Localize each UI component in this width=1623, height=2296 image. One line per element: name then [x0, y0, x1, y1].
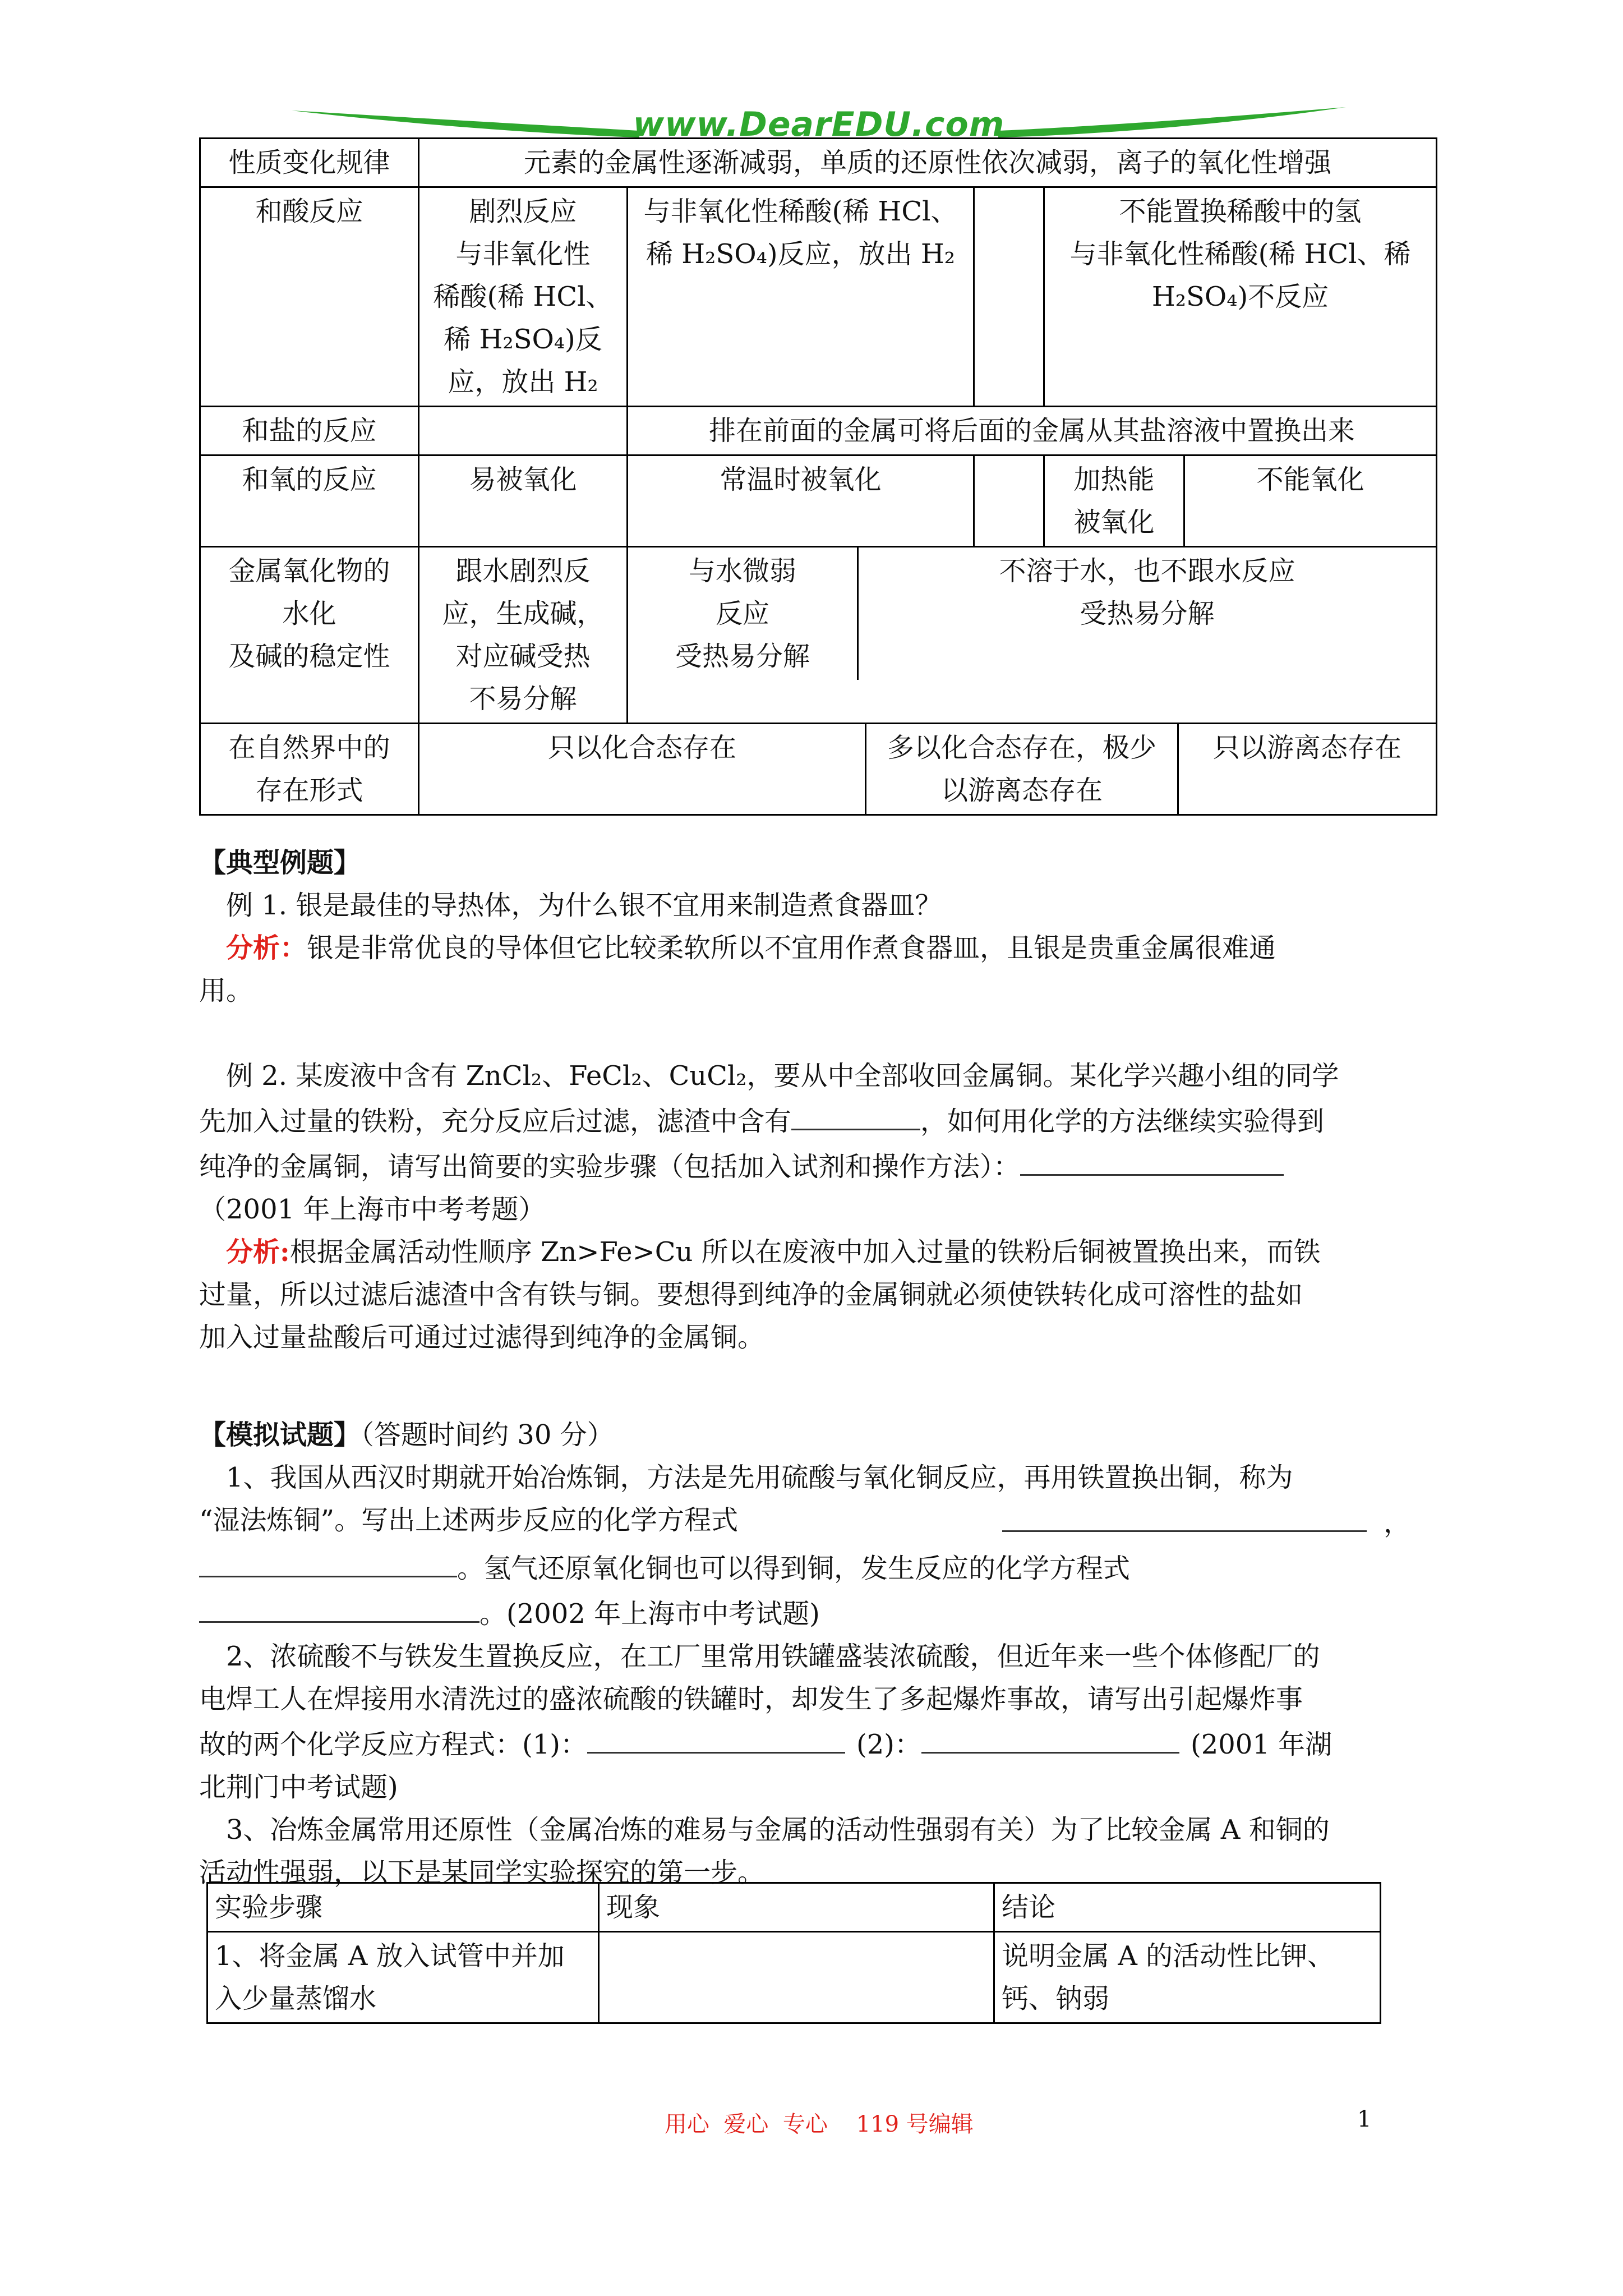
answer-blank[interactable] — [1020, 1143, 1284, 1176]
time-note: （答题时间约 30 分） — [361, 1419, 614, 1451]
cell — [974, 455, 1044, 547]
cell-line: 稀 H₂SO₄)反应，放出 H₂ — [646, 238, 955, 270]
table-row — [200, 455, 1437, 547]
cell-line: 存在形式 — [255, 775, 363, 806]
cell-line: 多以化合态存在，极少 — [887, 732, 1156, 763]
answer-blank[interactable] — [791, 1097, 920, 1130]
cell — [419, 547, 628, 724]
simulation-section — [199, 1414, 1410, 1894]
cell-line: 不溶于水，也不跟水反应 — [999, 555, 1295, 587]
cell — [994, 1932, 1381, 2023]
example-1-question: 例 1. 银是最佳的导热体，为什么银不宜用来制造煮食器皿？ — [226, 890, 942, 921]
cell-line: 不能置换稀酸中的氢 — [1119, 196, 1362, 227]
cell-line: 及碱的稳定性 — [228, 641, 390, 672]
answer-blank[interactable] — [199, 1544, 457, 1577]
answer-blank[interactable] — [587, 1720, 845, 1754]
example-2-analysis-cont: 加入过量盐酸后可通过过滤得到纯净的金属铜。 — [199, 1322, 765, 1353]
properties-table — [199, 137, 1437, 816]
section-heading-line — [199, 1414, 1410, 1456]
cell — [419, 187, 628, 407]
cell — [1044, 187, 1437, 407]
question-3-line: 3、冶炼金属常用还原性（金属冶炼的难易与金属的活动性强弱有关）为了比较金属 A 和铜的 — [226, 1814, 1330, 1846]
cell — [208, 1932, 599, 2023]
cell-line: 入少量蒸馏水 — [215, 1983, 377, 2014]
cell-line: 稀酸(稀 HCl、 — [433, 281, 613, 312]
question-2-line: 北荆门中考试题) — [199, 1772, 398, 1803]
example-1-analysis-cont: 用。 — [199, 975, 253, 1006]
section-heading: 【模拟试题】 — [199, 1419, 361, 1451]
example-2-question: 例 2. 某废液中含有 ZnCl₂、FeCl₂、CuCl₂，要从中全部收回金属铜。某化学兴趣小组的同学 — [226, 1060, 1339, 1092]
cell-line: 应，放出 H₂ — [448, 366, 598, 398]
example-2-question-line: 纯净的金属铜，请写出简要的实验步骤（包括加入试剂和操作方法）： — [199, 1143, 1410, 1188]
column-header: 现象 — [599, 1883, 994, 1932]
row-label: 和氧的反应 — [200, 455, 419, 547]
examples-section — [199, 841, 1410, 1359]
cell-line: 金属氧化物的 — [228, 555, 390, 587]
question-1-line: 1、我国从西汉时期就开始冶炼铜，方法是先用硫酸与氧化铜反应，再用铁置换出铜，称为 — [226, 1462, 1293, 1493]
cell-line: 与水微弱 — [688, 555, 796, 587]
cell-line: 在自然界中的 — [228, 732, 390, 763]
cell-line: 不易分解 — [469, 683, 577, 715]
cell-line: 水化 — [282, 598, 336, 629]
cell-line: 反应 — [715, 598, 769, 629]
cell-line: 与非氧化性 — [455, 238, 591, 270]
table-header-row — [208, 1883, 1381, 1932]
cell-line: 跟水剧烈反 — [455, 555, 591, 587]
question-2-line: 2、浓硫酸不与铁发生置换反应，在工厂里常用铁罐盛装浓硫酸，但近年来一些个体修配厂的 — [226, 1641, 1320, 1672]
example-1-analysis — [199, 927, 1410, 969]
table-row — [200, 187, 1437, 407]
table-row — [200, 547, 1437, 724]
cell-line: 1、将金属 A 放入试管中并加 — [215, 1940, 565, 1972]
cell-line: 稀 H₂SO₄)反 — [444, 324, 602, 355]
cell — [866, 724, 1179, 814]
row-label: 性质变化规律 — [200, 139, 419, 187]
cell-line: H₂SO₄)不反应 — [1151, 281, 1329, 312]
cell-line: 应，生成碱， — [442, 598, 604, 629]
row-value: 排在前面的金属可将后面的金属从其盐溶液中置换出来 — [628, 407, 1437, 455]
answer-blank[interactable] — [921, 1720, 1179, 1754]
cell-line: 加热能 — [1073, 464, 1155, 495]
answer-blank[interactable] — [199, 1590, 479, 1623]
cell-line: 对应碱受热 — [455, 641, 591, 672]
page-number: 1 — [1357, 2106, 1372, 2132]
cell — [1044, 455, 1184, 547]
cell-line: 说明金属 A 的活动性比钾、 — [1002, 1940, 1335, 1972]
cell-line: 受热易分解 — [1080, 598, 1215, 629]
cell — [628, 187, 974, 407]
question-2-line: 故的两个化学反应方程式：(1)： (2)： (2001 年湖 — [199, 1720, 1410, 1766]
cell-line: 与非氧化性稀酸(稀 HCl、稀 — [1069, 238, 1411, 270]
cell-line: 钙、钠弱 — [1002, 1983, 1110, 2014]
analysis-label: 分析: — [226, 1236, 290, 1268]
cell-line: 受热易分解 — [675, 641, 810, 672]
column-header: 实验步骤 — [208, 1883, 599, 1932]
cell-group — [419, 724, 1437, 815]
cell-line: 被氧化 — [1073, 507, 1155, 538]
example-2-analysis-cont: 过量，所以过滤后滤渣中含有铁与铜。要想得到纯净的金属铜就必须使铁转化成可溶性的盐如 — [199, 1279, 1303, 1310]
table-row — [208, 1932, 1381, 2023]
cell-phenomenon[interactable] — [599, 1932, 994, 2023]
example-2-source: （2001 年上海市中考考题） — [199, 1194, 546, 1225]
table-row — [200, 139, 1437, 187]
question-1-line: “湿法炼铜”。写出上述两步反应的化学方程式 ， — [199, 1499, 1410, 1544]
cell-line: 以游离态存在 — [940, 775, 1103, 806]
row-label: 和酸反应 — [200, 187, 419, 407]
footer-text: 用心 爱心 专心 119 号编辑 — [665, 2111, 974, 2137]
cell-group — [628, 547, 1437, 724]
answer-blank[interactable] — [1002, 1499, 1367, 1532]
row-label — [200, 724, 419, 815]
row-label: 和盐的反应 — [200, 407, 419, 455]
cell — [419, 407, 628, 455]
cell: 常温时被氧化 — [628, 455, 974, 547]
question-3-line: 活动性强弱，以下是某同学实验探究的第一步。 — [199, 1857, 765, 1888]
cell — [974, 187, 1044, 407]
table-row — [200, 407, 1437, 455]
cell: 只以化合态存在 — [419, 724, 866, 814]
example-2-analysis: 分析:根据金属活动性顺序 Zn>Fe>Cu 所以在废液中加入过量的铁粉后铜被置换出来，而铁 — [226, 1236, 1321, 1268]
row-value: 元素的金属性逐渐减弱，单质的还原性依次减弱，离子的氧化性增强 — [419, 139, 1437, 187]
cell — [859, 547, 1436, 680]
cell: 不能氧化 — [1184, 455, 1437, 547]
example-2-question-line: 先加入过量的铁粉，充分反应后过滤，滤渣中含有 ，如何用化学的方法继续实验得到 — [199, 1097, 1410, 1143]
cell: 只以游离态存在 — [1213, 732, 1402, 763]
question-2-line: 电焊工人在焊接用水清洗过的盛浓硫酸的铁罐时，却发生了多起爆炸事故，请写出引起爆炸事 — [199, 1683, 1303, 1715]
row-label — [200, 547, 419, 724]
cell-line: 与非氧化性稀酸(稀 HCl、 — [643, 196, 958, 227]
experiment-table — [206, 1882, 1381, 2024]
logo-text: www.DearEDU.com — [633, 105, 1005, 144]
analysis-text: 银是非常优良的导体但它比较柔软所以不宜用作煮食器皿，且银是贵重金属很难通 — [307, 932, 1276, 964]
cell — [628, 547, 859, 680]
column-header: 结论 — [994, 1883, 1381, 1932]
question-1-line: 。(2002 年上海市中考试题) — [199, 1590, 1410, 1635]
section-heading: 【典型例题】 — [199, 847, 361, 878]
cell: 易被氧化 — [419, 455, 628, 547]
question-1-line: 。氢气还原氧化铜也可以得到铜，发生反应的化学方程式 — [199, 1544, 1410, 1590]
table-row — [200, 724, 1437, 815]
cell-line: 剧烈反应 — [469, 196, 577, 227]
analysis-label: 分析： — [226, 932, 307, 964]
